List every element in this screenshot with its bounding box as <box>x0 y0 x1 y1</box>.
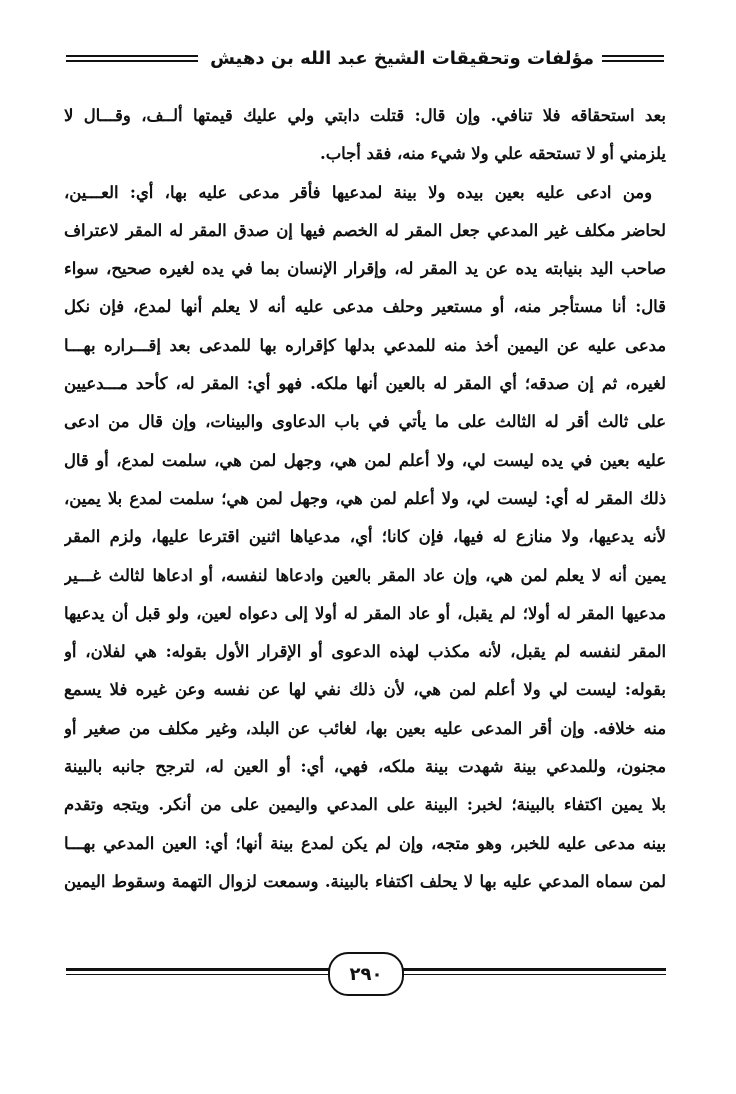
body-text <box>64 97 666 901</box>
text-line: لغيره، ثم إن صدقه؛ أي المقر له بالعين أنها ملكه. فهو أي: المقر له، كأحد مـــدعيين <box>64 374 666 394</box>
header-rule-right <box>602 55 664 62</box>
text-line: بينه مدعى عليه للخبر، وهو متجه، وإن لم يكن لمدع بينة أنها؛ أي: العين المدعي بهـــا <box>64 833 666 853</box>
text-line: بقوله: ليست لي ولا أعلم لمن هي، لأن ذلك نفي لها عن نفسه وعن غيره فلا يسمع <box>64 680 666 700</box>
running-header <box>66 44 664 72</box>
text-line: بعد استحقاقه فلا تنافي. وإن قال: قتلت دابتي ولي عليك قيمتها ألــف، وقـــال لا <box>64 106 666 125</box>
text-line: يلزمني أو لا تستحقه علي ولا شيء منه، فقد أجاب. <box>320 144 666 164</box>
text-line: لحاضر مكلف غير المدعي جعل المقر له الخصم فيها إن صدق المقر له المقر لاعتراف <box>64 220 666 240</box>
page-footer <box>66 950 666 1000</box>
text-line: منه خلافه. وإن أقر المدعى عليه بعين بها، لغائب عن البلد، وغير مكلف من صغير أو <box>64 718 666 738</box>
page-number-frame <box>328 952 404 996</box>
text-line: عليه بعين في يده ليست لي، ولا أعلم لمن هي، وجهل لمن هي، سلمت لمدع، أو قال <box>64 450 666 470</box>
text-line: المقر لنفسه لم يقبل، لأنه مكذب لهذه الدعوى أو الإقرار الأول بقوله: هي لفلان، أو <box>64 642 666 662</box>
text-line: ومن ادعى عليه بعين بيده ولا بينة لمدعيها فأقر مدعى عليه بها، أي: العـــين، <box>64 182 652 202</box>
page-number: ٢٩٠ <box>349 963 383 985</box>
text-line: مدعيها المقر له أولا؛ لم يقبل، أو عاد المقر له أولا إلى دعواه لعين، ولو قبل أن يدعيها <box>64 603 666 623</box>
text-line: ذلك المقر له أي: ليست لي، ولا أعلم لمن هي، وجهل لمن هي؛ سلمت لمدع بلا يمين، <box>64 488 666 508</box>
text-line: لمن سماه المدعي عليه بها لا يحلف اكتفاء بالبينة. وسمعت لزوال التهمة وسقوط اليمين <box>64 871 666 891</box>
text-line: مدعى عليه عن اليمين أخذ منه للمدعي بدلها كإقراره بها للمدعى بعد إقـــراره بهـــا <box>64 335 666 355</box>
text-line: مجنون، وللمدعي بينة شهدت بينة ملكه، فهي، أي: أو العين له، لترجح جانبه بالبينة <box>64 757 666 777</box>
text-line: قال: أنا مستأجر منه، أو مستعير وحلف مدعى عليه أنه لا يعلم أنها لمدع، فإن نكل <box>64 297 666 317</box>
text-line: بلا يمين اكتفاء بالبينة؛ لخبر: البينة على المدعي واليمين على من أنكر. ويتجه وتقدم <box>64 795 666 815</box>
header-rule-left <box>66 55 198 62</box>
text-line: على ثالث أقر له الثالث على ما يأتي في باب الدعاوى والبينات، وإن قال من ادعى <box>64 412 666 432</box>
text-line: يمين أنه لا يعلم لمن هي، وإن عاد المقر بالعين وادعاها لنفسه، أو ادعاها لثالث غـــير <box>64 565 666 585</box>
header-title: مؤلفات وتحقيقات الشيخ عبد الله بن دهيش <box>210 47 594 69</box>
text-line: صاحب اليد بنيابته يده عن يد المقر له، وإقرار الإنسان بما في يده لغيره صحيح، سواء <box>64 259 666 279</box>
text-line: لأنه يدعيها، ولا منازع له فيها، فإن كانا؛ أي، مدعياها اثنين اقترعا عليها، ولزم المقر <box>64 527 666 547</box>
